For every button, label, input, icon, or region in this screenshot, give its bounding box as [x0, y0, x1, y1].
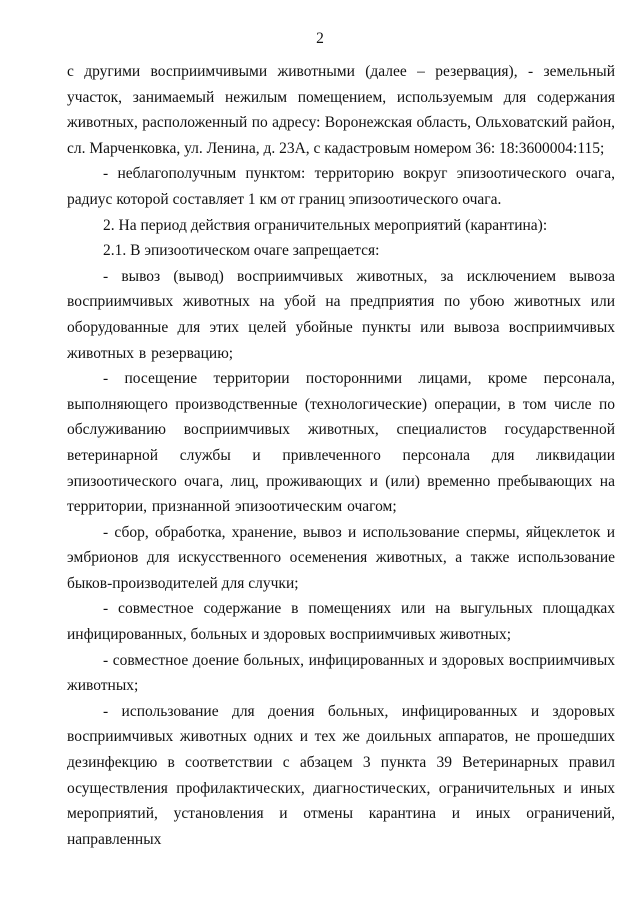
page-number: 2	[316, 30, 324, 47]
paragraph-prohibition-milking-machines: - использование для доения больных, инфицированных и здоровых восприимчивых животных одних и тех же доильных аппаратов, не прошедших дезинфекцию в соответствии с абзацем 3 пункта 39 Ветеринарных правил осуществления профилактических, диагностических, ограничительных и иных мероприятий, установления и отмены карантина и иных ограничений, направленных	[67, 702, 615, 848]
paragraph-prohibition-visits: - посещение территории посторонними лицами, кроме персонала, выполняющего производственные (технологические) операции, в том числе по обслуживанию восприимчивых животных, специалистов государственной ветеринарной службы и привлеченного персонала для ликвидации эпизоотического очага, лиц, проживающих и (или) временно пребывающих на территории, признанной эпизоотическим очагом;	[67, 370, 615, 516]
paragraph-reservation-definition: с другими восприимчивыми животными (далее – резервация), - земельный участок, занимаемый нежилым помещением, используемым для содержания животных, расположенный по адресу: Воронежская область, Ольховатский район, сл. Марченковка, ул. Ленина, д. 23А, с кадастровым номером 36: 18:3600004:115;	[67, 63, 615, 157]
paragraph-prohibition-joint-keeping: - совместное содержание в помещениях или на выгульных площадках инфицированных, больных и здоровых восприимчивых животных;	[67, 600, 615, 644]
document-body	[67, 59, 615, 852]
paragraph-prohibition-joint-milking: - совместное доение больных, инфицированных и здоровых восприимчивых животных;	[67, 651, 615, 695]
paragraph-unfavorable-point: - неблагополучным пунктом: территорию вокруг эпизоотического очага, радиус которой составляет 1 км от границ эпизоотического очага.	[67, 165, 615, 208]
paragraph-prohibition-sperm: - сбор, обработка, хранение, вывоз и использование спермы, яйцеклеток и эмбрионов для искусственного осеменения животных, а также использование быков-производителей для случки;	[67, 523, 615, 592]
paragraph-section-2-1-heading: 2.1. В эпизоотическом очаге запрещается:	[103, 242, 380, 260]
paragraph-prohibition-export: - вывоз (вывод) восприимчивых животных, за исключением вывоза восприимчивых животных на убой на предприятия по убою животных или оборудованные для этих целей убойные пункты или вывоза восприимчивых животных в резервацию;	[67, 267, 615, 362]
paragraph-section-2-heading: 2. На период действия ограничительных мероприятий (карантина):	[103, 216, 548, 234]
